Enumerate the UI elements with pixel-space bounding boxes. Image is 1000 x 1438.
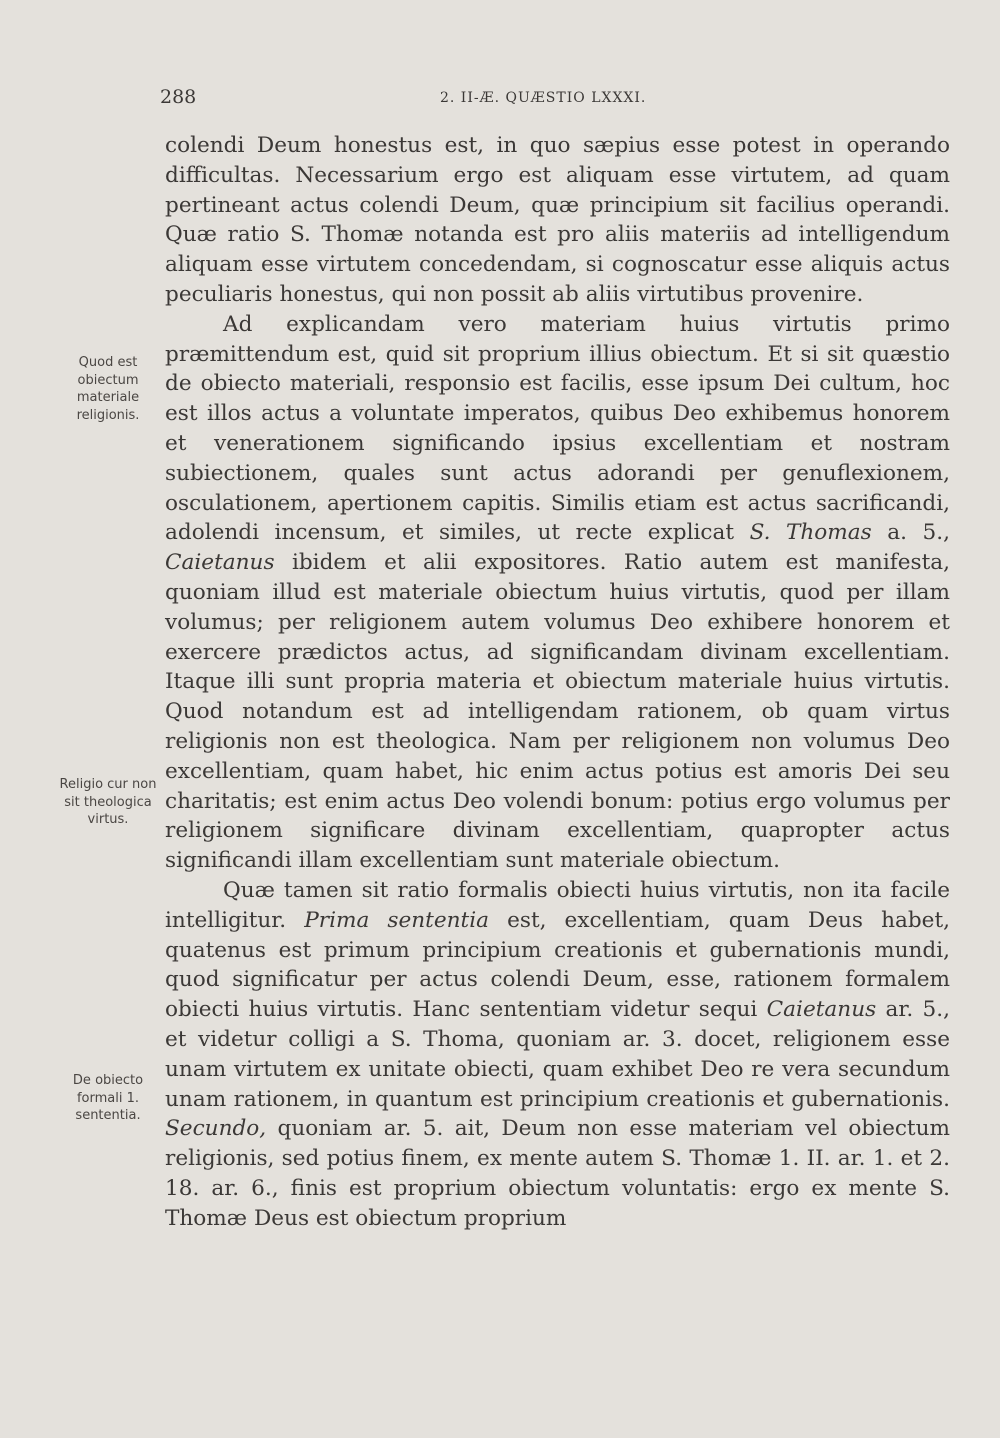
paragraph-3-text-d: quoniam ar. 5. ait, Deum non esse materiam vel obiectum religionis, sed potius finem, ex mente autem S. Thomæ 1. II. ar. 1. et 2. 18. ar. 6., finis est proprium obiectum voluntatis: ergo ex mente S. Thomæ Deus est obiectum proprium <box>165 1116 950 1231</box>
paragraph-2-text-c: ibidem et alii expositores. Ratio autem est manifesta, quoniam illud est materiale obiectum huius virtutis, quod per illam volumus; per religionem autem volumus Deo exhibere honorem et exercere prædictos actus, ad significandam divinam excellentiam. Itaque illi sunt propria materia et obiectum materiale huius virtutis. Quod notandum est ad intelligendam rationem, ob quam virtus religionis non est theologica. Nam per religionem non volumus Deo excellentiam, quam habet, hic enim actus potius est amoris Dei seu charitatis; est enim actus Deo volendi bonum: potius ergo volumus per religionem significare divinam excellentiam, quapropter actus significandi illam excellentiam sunt materiale obiectum. <box>165 550 950 874</box>
page-number: 288 <box>160 86 197 108</box>
paragraph-1: colendi Deum honestus est, in quo sæpius esse potest in operando difficultas. Necessarium ergo est aliquam esse virtutem, ad quam pertineant actus colendi Deum, quæ principium sit facilius operandi. Quæ ratio S. Thomæ notanda est pro aliis materiis ad intelligendum aliquam esse virtutem concedendam, si cognoscatur esse aliquis actus peculiaris honestus, qui non possit ab aliis virtutibus provenire. <box>165 133 950 307</box>
paragraph-2-text-b: a. 5., <box>871 520 950 546</box>
body-text <box>165 131 950 1233</box>
paragraph-2-emphasis-1: S. Thomas <box>749 520 872 546</box>
margin-note-material-object: Quod est obiectum materiale religionis. <box>76 355 140 423</box>
paragraph-2-emphasis-2: Caietanus <box>165 550 275 576</box>
paragraph-3-text-b: est, excellentiam, quam Deus habet, quatenus est primum principium creationis et gubernationis mundi, quod significatur per actus colendi Deum, esse, rationem formalem obiecti huius virtutis. Hanc sententiam videtur sequi <box>165 907 951 1023</box>
paragraph-2 <box>165 310 950 876</box>
paragraph-3 <box>165 876 950 1234</box>
margin-note-formal-object: De obiecto formali 1. sententia. <box>72 1073 144 1123</box>
paragraph-3-emphasis-1: Prima sententia <box>304 907 489 933</box>
running-head: 2. II-Æ. QUÆSTIO LXXXI. <box>440 90 647 106</box>
paragraph-3-text-a: Quæ tamen sit ratio formalis obiecti huius virtutis, non ita facile intelligitur. <box>165 877 950 933</box>
margin-note-not-theological: Religio cur non sit theologica virtus. <box>59 777 157 827</box>
paragraph-3-text-c: ar. 5., et videtur colligi a S. Thoma, quoniam ar. 3. docet, religionem esse unam virtutem ex unitate obiecti, quam exhibet Deo re vera secundum unam rationem, in quantum est principium creationis et gubernationis. <box>165 997 951 1112</box>
paragraph-2-text-a: Ad explicandam vero materiam huius virtutis primo præmittendum est, quid sit proprium illius obiectum. Et si sit quæstio de obiecto materiali, responsio est facilis, esse ipsum Dei cultum, hoc est illos actus a voluntate imperatos, quibus Deo exhibemus honorem et venerationem significando ipsius excellentiam et nostram subiectionem, quales sunt actus adorandi per genuflexionem, osculationem, apertionem capitis. Similis etiam est actus sacrificandi, adolendi incensum, et similes, ut recte explicat <box>165 311 950 546</box>
paragraph-3-emphasis-3: Secundo, <box>165 1116 267 1142</box>
paragraph-3-emphasis-2: Caietanus <box>766 997 877 1023</box>
